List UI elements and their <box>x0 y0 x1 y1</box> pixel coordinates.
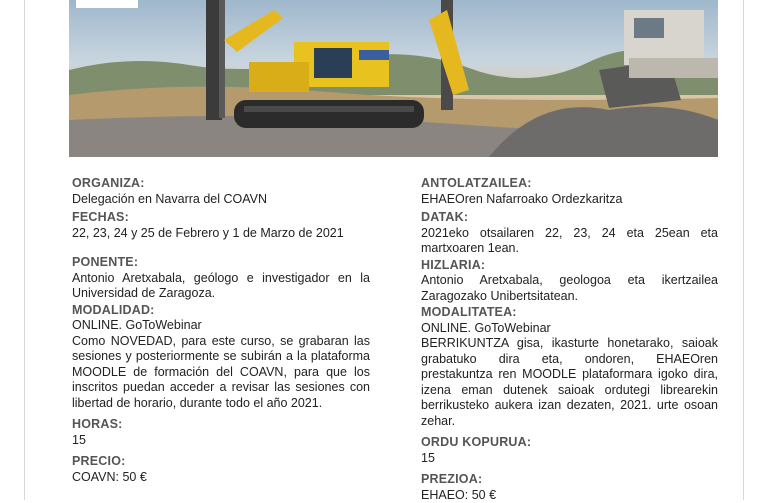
datak-label: DATAK: <box>421 210 718 226</box>
antolatzailea-label: ANTOLATZAILEA: <box>421 176 718 192</box>
modalitatea-note: BERRIKUNTZA gisa, ikasturte honetarako, saioak grabatuko dira eta, ondoren, EHAEOren prestakuntza ren MOODLE plataformara igoko dira, izena eman dutenek saioak ordutegi librearekin berrikusteko aukera izan dezaten, 2021. urte osoan zehar. <box>421 336 718 429</box>
modalidad-label: MODALIDAD: <box>72 303 370 319</box>
datak-value: 2021eko otsailaren 22, 23, 24 eta 25ean eta martxoaren 1ean. <box>421 226 718 257</box>
organiza-value: Delegación en Navarra del COAVN <box>72 192 370 208</box>
modalidad-value: ONLINE. GoToWebinar <box>72 318 370 334</box>
precio-label: PRECIO: <box>72 454 370 470</box>
antolatzailea-value: EHAEOren Nafarroako Ordezkaritza <box>421 192 718 208</box>
prezioa-value: EHAEO: 50 € <box>421 488 718 503</box>
hizlaria-label: HIZLARIA: <box>421 258 718 274</box>
fechas-value: 22, 23, 24 y 25 de Febrero y 1 de Marzo de 2021 <box>72 226 370 242</box>
ponente-value: Antonio Aretxabala, geólogo e investigador en la Universidad de Zaragoza. <box>72 271 370 302</box>
precio-value: COAVN: 50 € <box>72 470 370 486</box>
construction-scene-illustration <box>69 0 718 157</box>
hero-image-construction-drills <box>69 0 718 157</box>
modalitatea-label: MODALITATEA: <box>421 305 718 321</box>
basque-info-column <box>421 176 718 503</box>
organiza-label: ORGANIZA: <box>72 176 370 192</box>
spanish-info-column <box>72 176 370 485</box>
ordu-kopurua-value: 15 <box>421 451 718 467</box>
horas-label: HORAS: <box>72 417 370 433</box>
prezioa-label: PREZIOA: <box>421 472 718 488</box>
hizlaria-value: Antonio Aretxabala, geologoa eta ikertzailea Zaragozako Unibertsitatean. <box>421 273 718 304</box>
fechas-label: FECHAS: <box>72 210 370 226</box>
ordu-kopurua-label: ORDU KOPURUA: <box>421 435 718 451</box>
horas-value: 15 <box>72 433 370 449</box>
modalitatea-value: ONLINE. GoToWebinar <box>421 321 718 337</box>
modalidad-note: Como NOVEDAD, para este curso, se grabaran las sesiones y posteriormente se subirán a la plataforma MOODLE de formación del COAVN, para que los inscritos puedan acceder a revisar las sesiones con libertad de horario, durante todo el año 2021. <box>72 334 370 412</box>
ponente-label: PONENTE: <box>72 255 370 271</box>
